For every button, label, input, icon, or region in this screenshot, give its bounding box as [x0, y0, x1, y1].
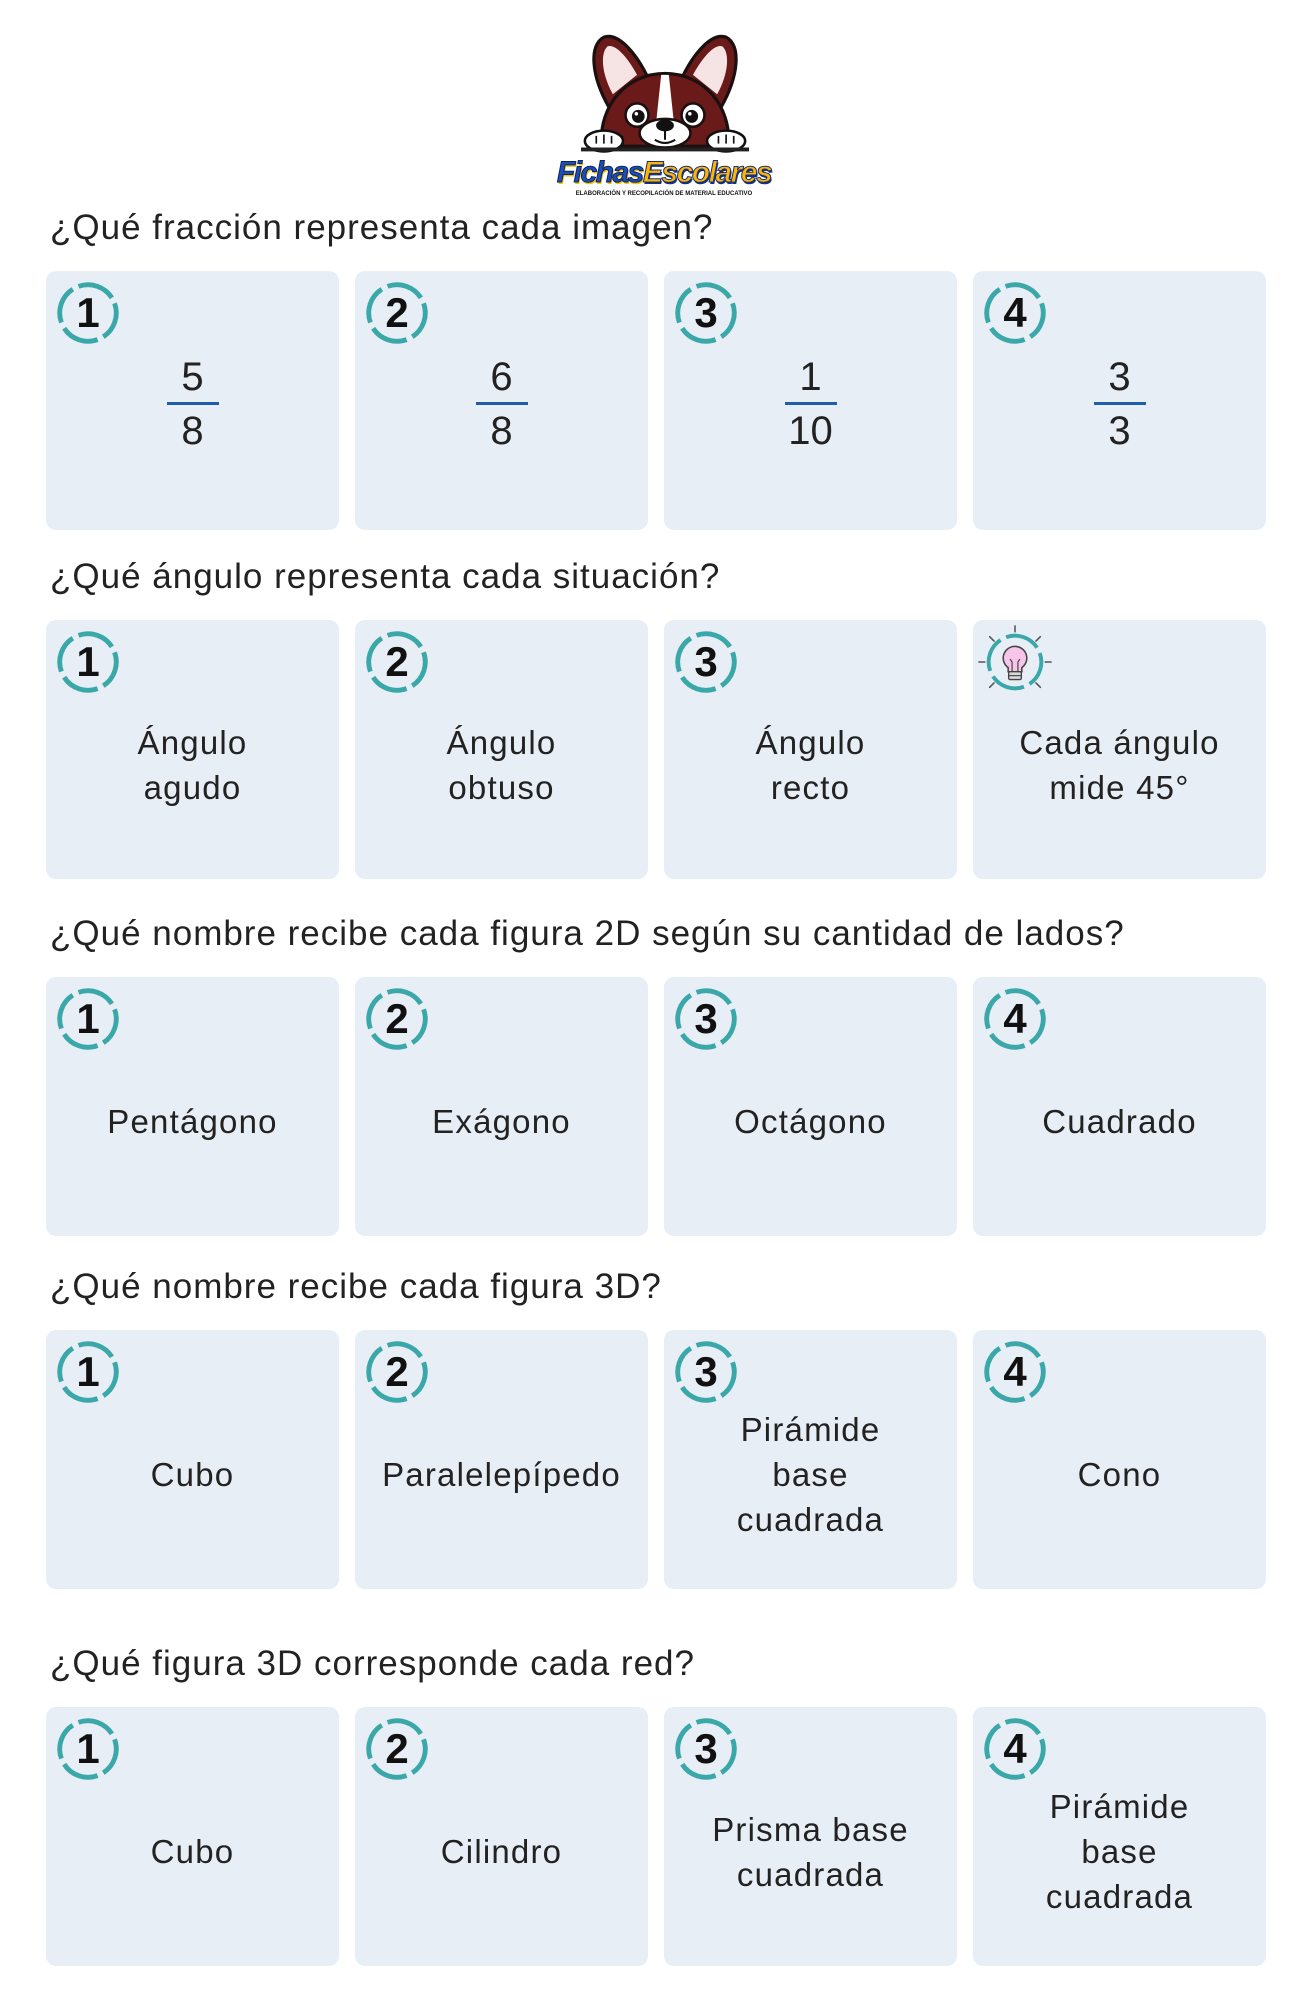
exercise-section [0, 912, 1312, 1242]
badge-number: 4 [1003, 1348, 1027, 1395]
answer-card [973, 620, 1266, 879]
badge-number: 1 [76, 995, 100, 1042]
answer-card [664, 977, 957, 1236]
card-label-line: Cubo [150, 1456, 235, 1493]
fraction [664, 271, 957, 530]
answer-card [664, 271, 957, 530]
answer-card [46, 271, 339, 530]
answer-card [973, 1330, 1266, 1589]
badge-number: 2 [385, 1725, 409, 1772]
fraction [355, 271, 648, 530]
card-label-line: mide 45° [1049, 768, 1190, 806]
answer-card [46, 1330, 339, 1589]
card-label [355, 977, 648, 1236]
answer-row [46, 977, 1266, 1236]
answer-card [355, 271, 648, 530]
card-label [664, 620, 957, 879]
badge-number: 2 [385, 638, 409, 685]
card-label-line: base [1081, 1833, 1158, 1870]
answer-card [355, 977, 648, 1236]
card-label [973, 620, 1266, 879]
card-label-line: Paralelepípedo [382, 1456, 621, 1493]
card-label-line: recto [770, 768, 851, 806]
card-label [355, 1330, 648, 1589]
fraction-denominator: 8 [181, 408, 204, 453]
answer-card [664, 1330, 957, 1589]
card-label-line: Ángulo [446, 723, 557, 761]
exercise-section [0, 1265, 1312, 1595]
badge-number: 4 [1003, 995, 1027, 1042]
answer-row [46, 1707, 1266, 1966]
card-label-line: cuadrada [1045, 1878, 1194, 1915]
badge-number: 4 [1003, 289, 1027, 336]
fraction-numerator: 1 [799, 354, 822, 399]
fraction-bar [1094, 402, 1146, 405]
fraction-numerator: 3 [1108, 354, 1131, 399]
card-label-line: cuadrada [736, 1501, 885, 1538]
card-label-line: Pirámide [740, 1411, 881, 1448]
answer-card [355, 620, 648, 879]
answer-row [46, 271, 1266, 530]
badge-number: 3 [694, 995, 718, 1042]
answer-card [46, 977, 339, 1236]
badge-number: 1 [76, 1348, 100, 1395]
badge-number: 2 [385, 1348, 409, 1395]
answer-card [664, 1707, 957, 1966]
badge-number: 3 [694, 638, 718, 685]
fraction [46, 271, 339, 530]
answer-card [46, 1707, 339, 1966]
question-heading: ¿Qué fracción representa cada imagen? [50, 208, 714, 247]
fraction-denominator: 8 [490, 408, 513, 453]
bulldog-mascot-icon [581, 32, 749, 154]
card-label-line: agudo [143, 768, 242, 806]
card-label-line: Exágono [432, 1103, 571, 1140]
fraction-denominator: 3 [1108, 408, 1131, 453]
brand-name [8, 155, 1312, 191]
question-heading: ¿Qué nombre recibe cada figura 3D? [50, 1267, 662, 1306]
logo [0, 0, 1312, 200]
badge-number: 2 [385, 995, 409, 1042]
card-label [355, 620, 648, 879]
fraction [973, 271, 1266, 530]
card-label [973, 1707, 1266, 1966]
fraction-denominator: 10 [788, 408, 833, 453]
badge-number: 1 [76, 638, 100, 685]
card-label-line: Octágono [734, 1103, 887, 1140]
fraction-bar [167, 402, 219, 405]
card-label-line: base [772, 1456, 849, 1493]
card-label-line: Pirámide [1049, 1788, 1190, 1825]
card-label-line: Prisma base [712, 1810, 909, 1848]
fraction-numerator: 5 [181, 354, 204, 399]
card-label-line: obtuso [448, 768, 555, 806]
card-label-line: Cono [1077, 1456, 1162, 1493]
card-label [664, 1330, 957, 1589]
answer-card [355, 1330, 648, 1589]
card-label-line: Ángulo [137, 723, 248, 761]
fraction-bar [785, 402, 837, 405]
exercise-section [0, 206, 1312, 536]
exercise-section [0, 555, 1312, 885]
card-label [973, 1330, 1266, 1589]
card-label-line: cuadrada [736, 1855, 885, 1893]
fraction-numerator: 6 [490, 354, 513, 399]
card-label [664, 1707, 957, 1966]
card-label-line: Pentágono [107, 1103, 278, 1140]
brand-name-part2: Escolares [642, 156, 772, 189]
question-heading: ¿Qué nombre recibe cada figura 2D según su cantidad de lados? [50, 914, 1125, 953]
card-label [46, 977, 339, 1236]
answer-card [973, 271, 1266, 530]
answer-row [46, 1330, 1266, 1589]
card-label-line: Ángulo [755, 723, 866, 761]
badge-number: 3 [694, 1348, 718, 1395]
answer-card [355, 1707, 648, 1966]
card-label-line: Cilindro [440, 1833, 563, 1870]
fraction-bar [476, 402, 528, 405]
brand-name-part1: Fichas [556, 156, 643, 189]
card-label [664, 977, 957, 1236]
question-heading: ¿Qué figura 3D corresponde cada red? [50, 1644, 695, 1683]
answer-card [973, 977, 1266, 1236]
badge-number: 1 [76, 289, 100, 336]
exercise-section [0, 1642, 1312, 1972]
badge-number: 2 [385, 289, 409, 336]
answer-row [46, 620, 1266, 879]
card-label-line: Cada ángulo [1019, 723, 1220, 761]
card-label [46, 620, 339, 879]
card-label [46, 1707, 339, 1966]
answer-card [664, 620, 957, 879]
badge-number: 3 [694, 289, 718, 336]
answer-card [973, 1707, 1266, 1966]
card-label [355, 1707, 648, 1966]
card-label [46, 1330, 339, 1589]
card-label-line: Cuadrado [1042, 1103, 1197, 1140]
answer-card [46, 620, 339, 879]
card-label-line: Cubo [150, 1833, 235, 1870]
brand-tagline: ELABORACIÓN Y RECOPILACIÓN DE MATERIAL EDUCATIVO [575, 191, 753, 197]
badge-number: 1 [76, 1725, 100, 1772]
question-heading: ¿Qué ángulo representa cada situación? [50, 557, 721, 596]
badge-number: 3 [694, 1725, 718, 1772]
badge-number: 4 [1003, 1725, 1027, 1772]
card-label [973, 977, 1266, 1236]
